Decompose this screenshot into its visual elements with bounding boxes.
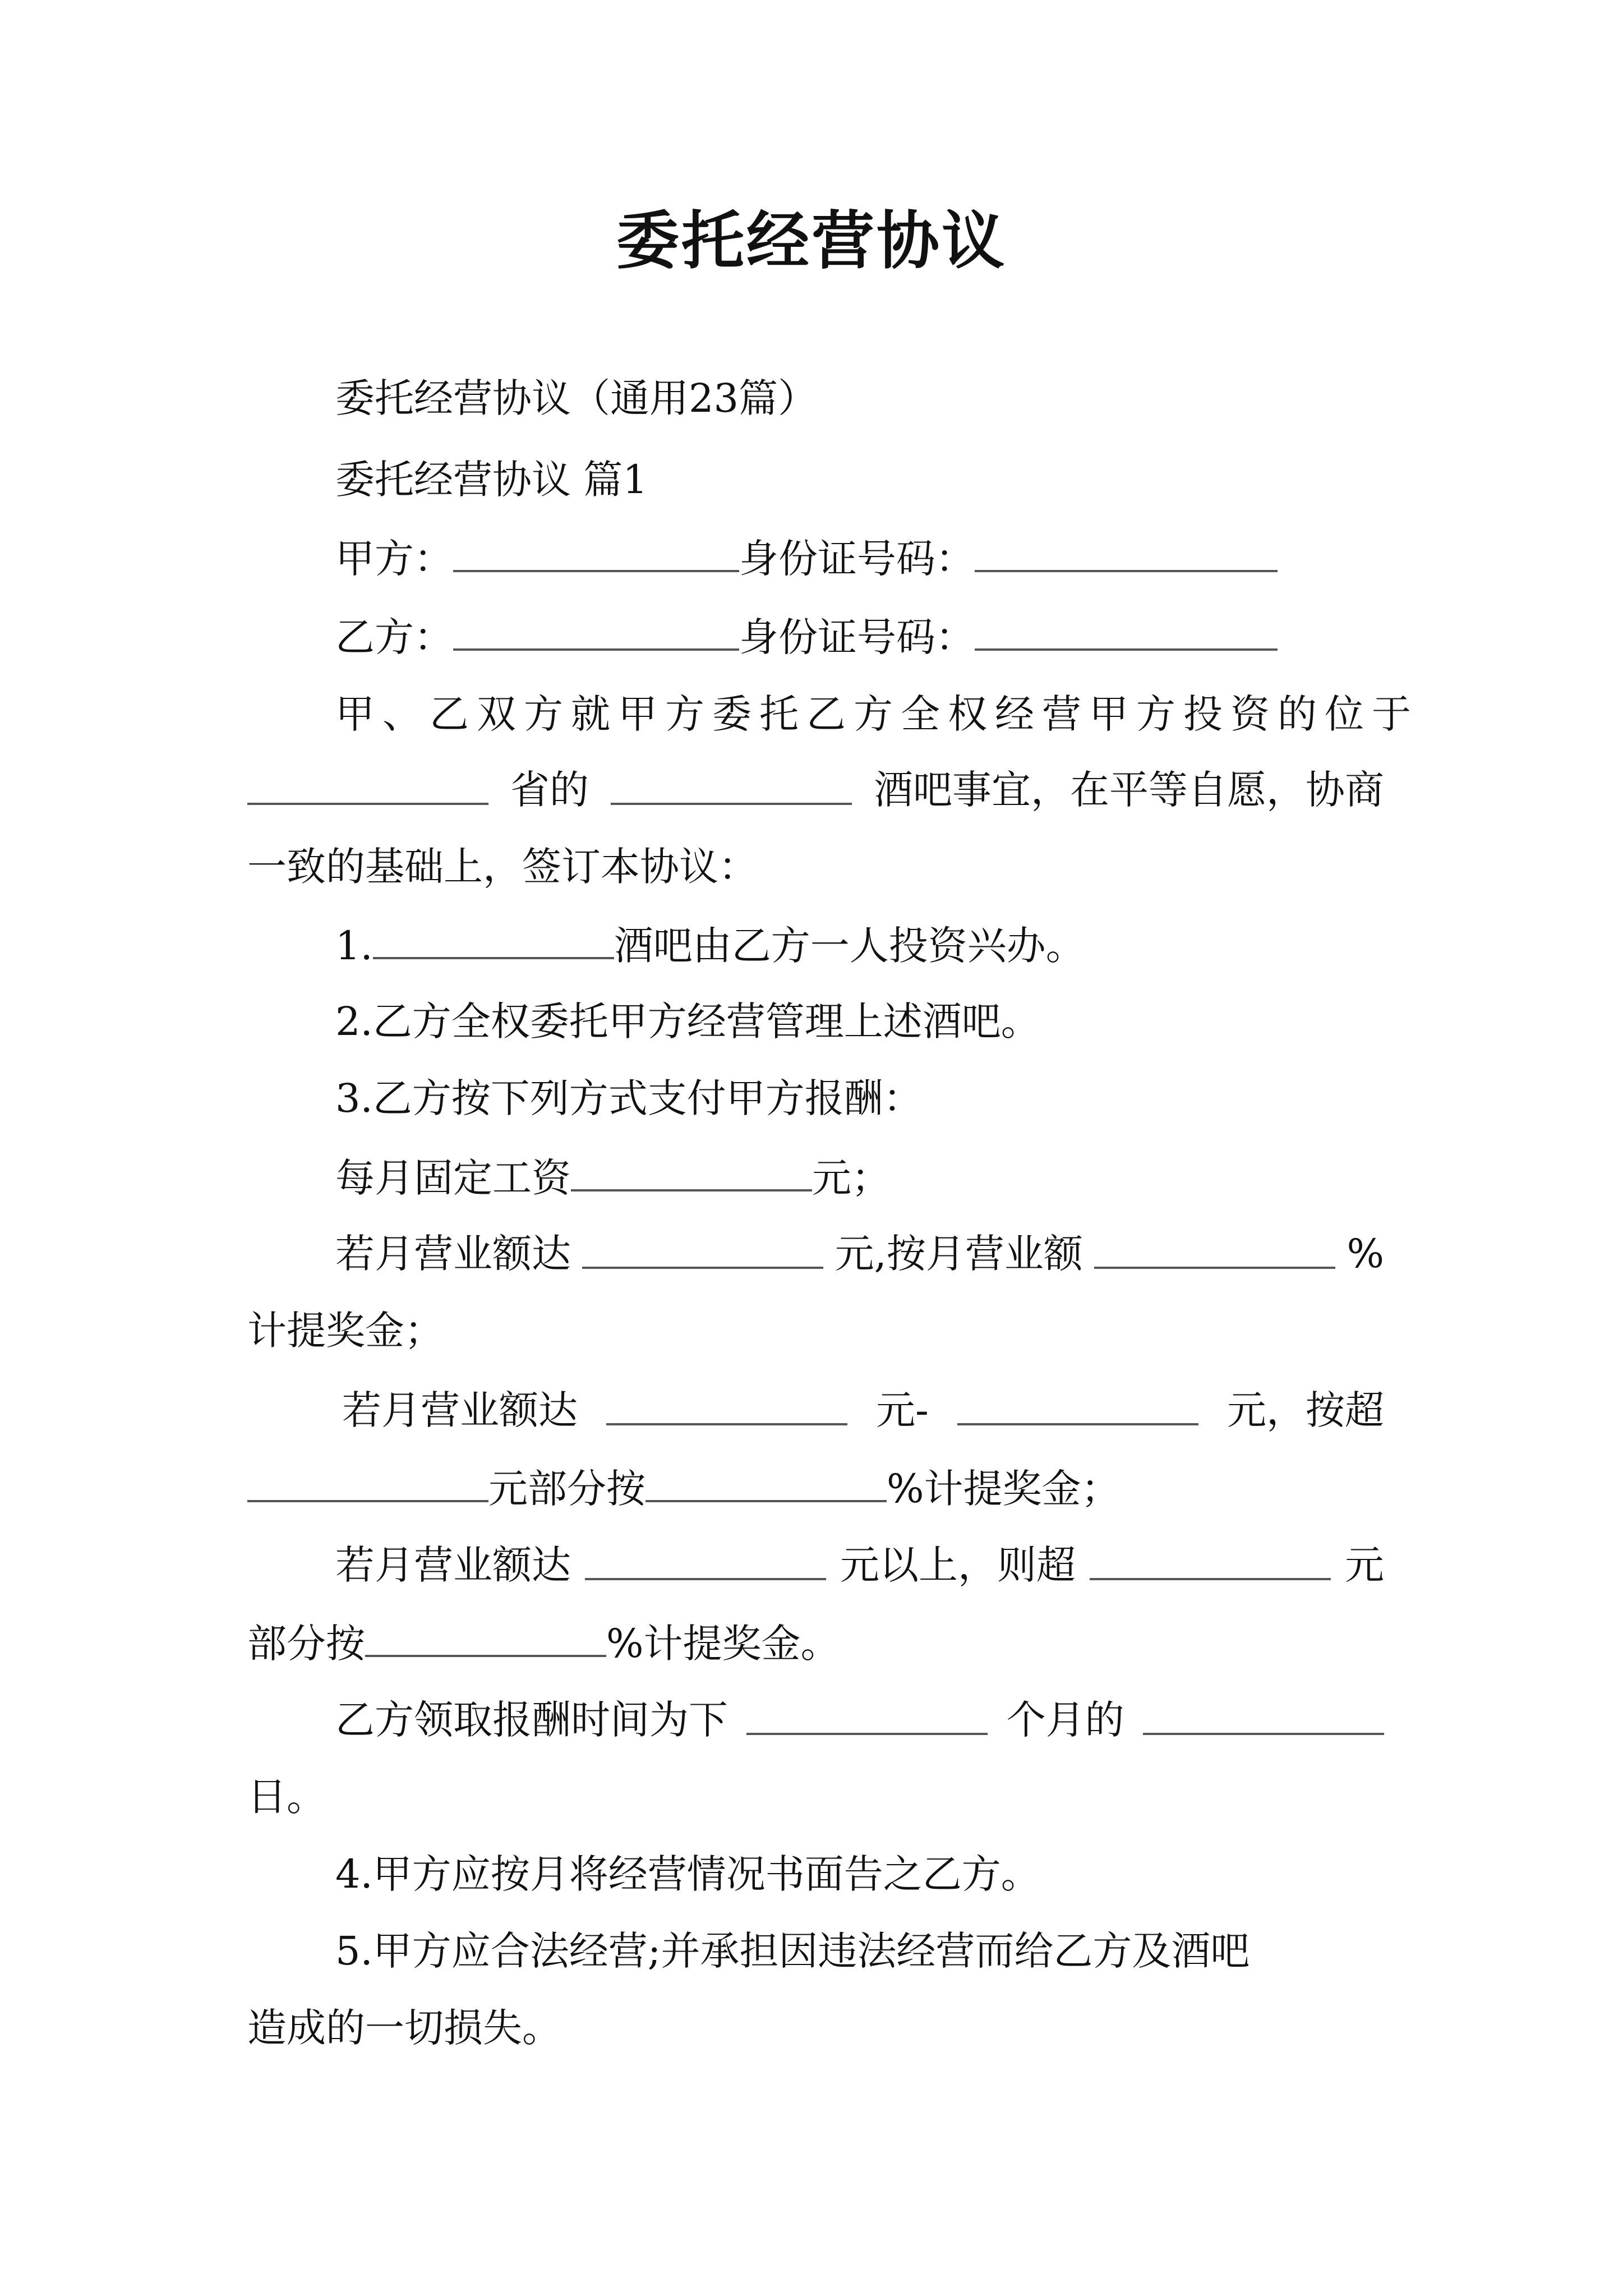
tier-2-part: 元部分按 xyxy=(488,1466,645,1512)
bar-name-blank[interactable] xyxy=(373,913,614,959)
tier-3-rate-blank[interactable] xyxy=(365,1611,606,1657)
party-a-name-blank[interactable] xyxy=(453,526,739,572)
tier-2-max-blank[interactable] xyxy=(957,1379,1198,1425)
tier-2-min-blank[interactable] xyxy=(606,1379,847,1425)
tier-3-line-2 xyxy=(247,1611,840,1673)
clause-1 xyxy=(335,913,1085,975)
intro-line-1: 甲、乙双方就甲方委托乙方全权经营甲方投资的位于 xyxy=(335,691,1419,737)
party-b-line xyxy=(335,605,1278,666)
tier-2-line-2 xyxy=(247,1456,1121,1518)
intro-province-text: 省的 xyxy=(510,767,589,813)
payday-line-2: 日。 xyxy=(247,1774,326,1820)
salary-amount-blank[interactable] xyxy=(571,1145,812,1191)
collection-title: 委托经营协议（通用23篇） xyxy=(335,375,818,421)
clause-5-line-2: 造成的一切损失。 xyxy=(247,2005,561,2051)
salary-line xyxy=(335,1145,891,1207)
clause-3: 3.乙方按下列方式支付甲方报酬： xyxy=(335,1075,923,1121)
clause-5-line-1: 5.甲方应合法经营;并承担因违法经营而给乙方及酒吧 xyxy=(335,1928,1250,1974)
tier-3-prefix: 若月营业额达 xyxy=(335,1542,571,1588)
payday-middle: 个月的 xyxy=(1006,1697,1124,1743)
tier-2-suffix: 元，按超 xyxy=(1227,1387,1384,1433)
payday-prefix: 乙方领取报酬时间为下 xyxy=(335,1697,728,1743)
tier-1-prefix: 若月营业额达 xyxy=(335,1231,571,1277)
tier-2-line-1 xyxy=(342,1379,1384,1441)
party-b-id-label: 身份证号码： xyxy=(739,614,975,660)
party-a-label: 甲方： xyxy=(335,536,453,582)
salary-suffix: 元； xyxy=(812,1155,891,1201)
intro-line-3: 一致的基础上，签订本协议： xyxy=(247,844,758,890)
tier-3-part: 部分按 xyxy=(247,1621,365,1667)
party-a-id-blank[interactable] xyxy=(975,526,1278,572)
tier-2-rate-blank[interactable] xyxy=(645,1456,887,1502)
party-b-label: 乙方： xyxy=(335,614,453,660)
salary-prefix: 每月固定工资 xyxy=(335,1155,571,1201)
tier-1-line-2: 计提奖金； xyxy=(247,1308,444,1354)
tier-3-middle: 元以上，则超 xyxy=(840,1542,1076,1588)
clause-4: 4.甲方应按月将经营情况书面告之乙方。 xyxy=(335,1851,1040,1897)
tier-3-rate: %计提奖金。 xyxy=(606,1621,840,1667)
article-title: 委托经营协议 篇1 xyxy=(335,457,648,503)
tier-3-suffix: 元 xyxy=(1345,1542,1384,1588)
province-blank[interactable] xyxy=(247,759,488,805)
party-a-line xyxy=(335,526,1278,588)
intro-bar-text: 酒吧事宜，在平等自愿，协商 xyxy=(874,767,1384,813)
tier-3-excess-blank[interactable] xyxy=(1090,1534,1331,1580)
clause-1-text: 酒吧由乙方一人投资兴办。 xyxy=(614,923,1085,969)
tier-2-rate: %计提奖金； xyxy=(887,1466,1121,1512)
tier-3-line-1 xyxy=(335,1534,1384,1596)
tier-2-prefix: 若月营业额达 xyxy=(342,1387,578,1433)
clause-1-number: 1. xyxy=(335,923,373,969)
payday-line-1 xyxy=(335,1689,1384,1751)
tier-2-excess-blank[interactable] xyxy=(247,1456,488,1502)
tier-1-rate-blank[interactable] xyxy=(1094,1223,1335,1269)
payday-day-blank[interactable] xyxy=(1143,1689,1384,1735)
payday-month-blank[interactable] xyxy=(746,1689,988,1735)
tier-3-amount-blank[interactable] xyxy=(585,1534,826,1580)
party-a-id-label: 身份证号码： xyxy=(739,536,975,582)
party-b-name-blank[interactable] xyxy=(453,605,739,651)
bar-location-blank[interactable] xyxy=(611,759,852,805)
tier-1-amount-blank[interactable] xyxy=(582,1223,823,1269)
tier-1-line-1 xyxy=(335,1223,1384,1285)
tier-1-middle: 元,按月营业额 xyxy=(834,1231,1083,1277)
clause-2: 2.乙方全权委托甲方经营管理上述酒吧。 xyxy=(335,999,1040,1045)
tier-2-dash: 元- xyxy=(876,1387,929,1433)
tier-1-percent: % xyxy=(1347,1231,1384,1277)
party-b-id-blank[interactable] xyxy=(975,605,1278,651)
intro-line-2 xyxy=(247,759,1384,821)
document-title: 委托经营协议 xyxy=(616,205,1007,278)
